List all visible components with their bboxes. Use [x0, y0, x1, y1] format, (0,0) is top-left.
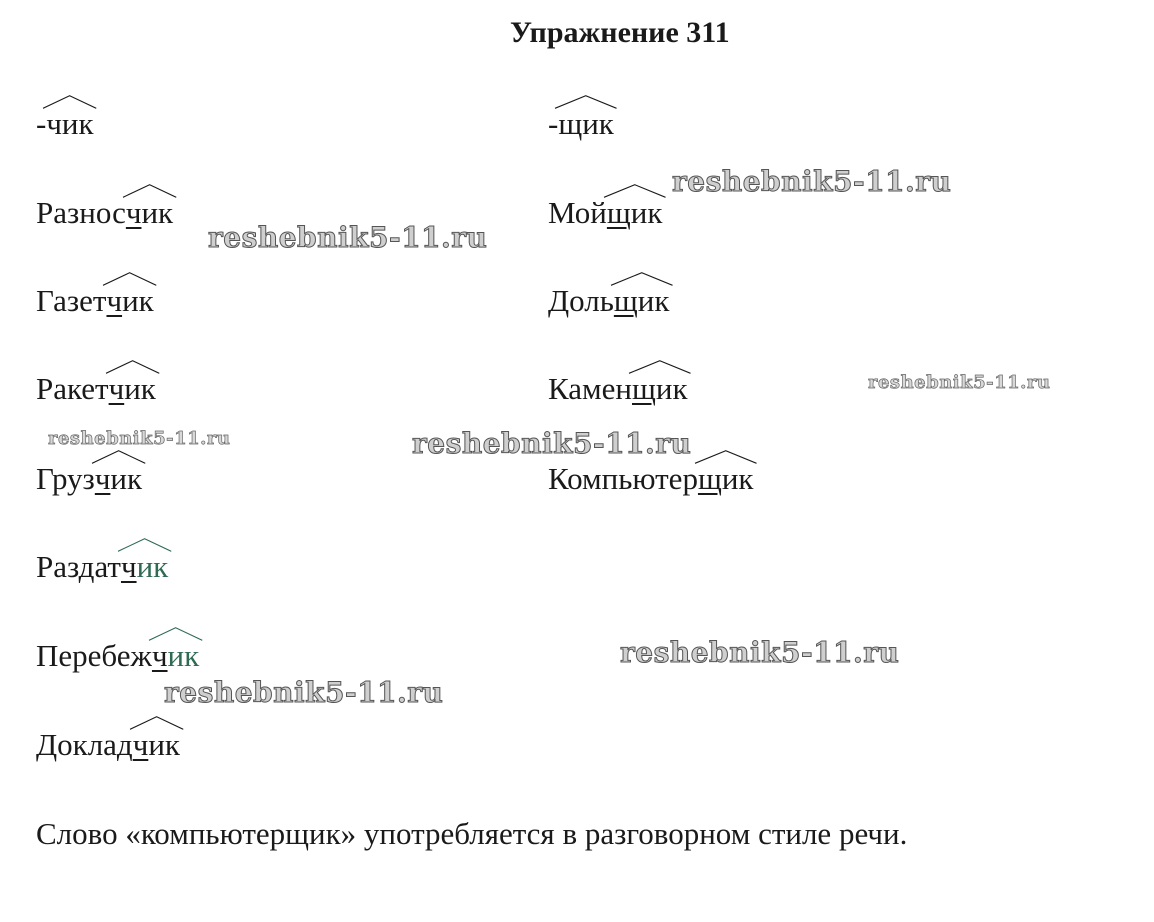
suffix-text: чик — [46, 106, 94, 141]
suffix-with-arc — [133, 727, 180, 763]
suffix-arc-mark — [130, 716, 183, 730]
watermark: reshebnik5-11.ru — [208, 221, 488, 254]
suffix-arc-mark — [123, 184, 176, 198]
word-stem: Камен — [548, 371, 632, 406]
underlined-letter: ч — [106, 283, 123, 318]
suffix-arc-mark — [149, 627, 202, 641]
word-stem: Доль — [548, 283, 614, 318]
watermark: reshebnik5-11.ru — [164, 676, 444, 709]
underlined-letter: щ — [606, 195, 631, 230]
exercise-title: Упражнение 311 — [510, 16, 730, 49]
word-stem: Перебеж — [36, 638, 152, 673]
suffix-with-arc — [121, 549, 168, 585]
suffix-with-arc — [109, 371, 156, 407]
suffix-arc-mark — [611, 272, 673, 286]
suffix-with-arc — [106, 283, 153, 319]
suffix-with-arc — [152, 638, 199, 674]
underlined-letter: щ — [632, 371, 656, 406]
suffix-text: ик — [141, 195, 174, 230]
suffix-with-arc — [126, 195, 173, 231]
word-dolshchik — [548, 283, 669, 319]
watermark: reshebnik5-11.ru — [620, 636, 900, 669]
suffix-arc-mark — [629, 360, 691, 374]
suffix-with-arc — [632, 371, 688, 407]
word-dokladchik — [36, 727, 180, 763]
header-dash: - — [548, 106, 559, 141]
word-stem: Компьютер — [548, 461, 698, 496]
suffix-text: ик — [630, 195, 663, 230]
word-raznoschik — [36, 195, 173, 231]
word-stem: Ракет — [36, 371, 109, 406]
suffix-header-chik — [36, 106, 94, 142]
suffix-text: ик — [136, 549, 169, 584]
suffix-arc-mark — [92, 450, 145, 464]
word-raketchik — [36, 371, 156, 407]
word-stem: Газет — [36, 283, 107, 318]
watermark: reshebnik5-11.ru — [48, 428, 231, 449]
underlined-letter: ч — [108, 371, 125, 406]
underlined-letter: ч — [151, 638, 168, 673]
suffix-with-arc — [698, 461, 754, 497]
underlined-letter: ч — [120, 549, 137, 584]
suffix-with-arc — [558, 106, 614, 142]
suffix-text: ик — [167, 638, 200, 673]
suffix-text: ик — [124, 371, 156, 406]
suffix-arc-mark — [106, 360, 159, 374]
suffix-with-arc — [95, 461, 142, 497]
suffix-header-shchik — [548, 106, 614, 142]
suffix-text: ик — [655, 371, 688, 406]
suffix-text: щик — [558, 106, 614, 141]
word-kompyuternshchik — [548, 461, 753, 497]
suffix-text: ик — [721, 461, 754, 496]
suffix-text: ик — [122, 283, 154, 318]
suffix-arc-mark — [103, 272, 156, 286]
underlined-letter: ч — [94, 461, 111, 496]
word-razdatchik — [36, 549, 168, 585]
underlined-letter: ч — [125, 195, 142, 230]
watermark: reshebnik5-11.ru — [868, 372, 1051, 393]
suffix-with-arc — [607, 195, 663, 231]
underlined-letter: ч — [132, 727, 149, 762]
suffix-arc-mark — [555, 95, 617, 109]
suffix-with-arc — [614, 283, 670, 319]
word-gazetchik — [36, 283, 154, 319]
watermark: reshebnik5-11.ru — [412, 427, 692, 460]
suffix-with-arc — [46, 106, 93, 142]
word-perebezhchik — [36, 638, 199, 674]
suffix-arc-mark — [604, 184, 666, 198]
word-stem: Мой — [548, 195, 607, 230]
underlined-letter: щ — [613, 283, 638, 318]
suffix-text: ик — [148, 727, 180, 762]
underlined-letter: щ — [697, 461, 722, 496]
suffix-text: ик — [110, 461, 143, 496]
word-stem: Доклад — [36, 727, 133, 762]
word-stem: Разнос — [36, 195, 126, 230]
suffix-arc-mark — [118, 538, 171, 552]
word-stem: Груз — [36, 461, 95, 496]
word-kamenshchik — [548, 371, 688, 407]
word-moyshchik — [548, 195, 662, 231]
watermark: reshebnik5-11.ru — [672, 165, 952, 198]
header-dash: - — [36, 106, 47, 141]
word-gruzchik — [36, 461, 142, 497]
word-stem: Раздат — [36, 549, 121, 584]
conclusion-sentence: Слово «компьютерщик» употребляется в разговорном стиле речи. — [36, 816, 908, 851]
suffix-text: ик — [637, 283, 670, 318]
suffix-arc-mark — [43, 95, 96, 109]
suffix-arc-mark — [695, 450, 757, 464]
